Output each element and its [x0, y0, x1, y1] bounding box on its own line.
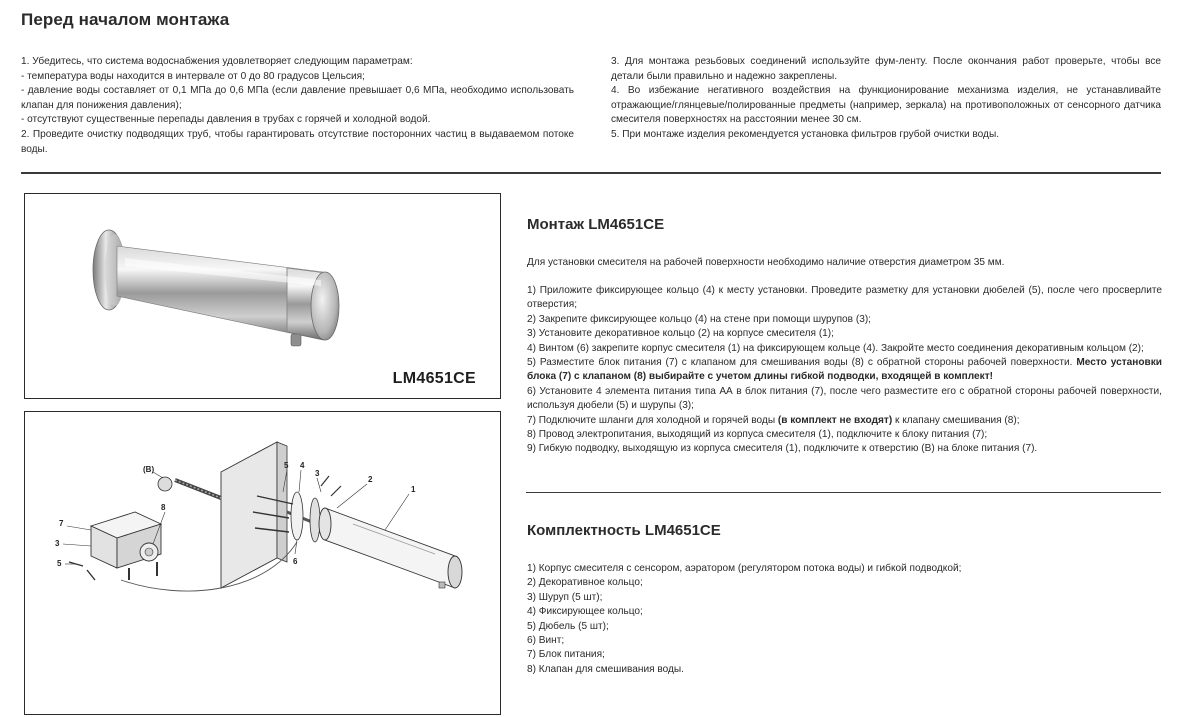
callout-2: 2 [368, 475, 373, 484]
intro-item: 2. Проведите очистку подводящих труб, чтобы гарантировать отсутствие посторонних частиц в выдаваемом потоке воды. [21, 128, 574, 155]
kit-item: 7) Блок питания; [527, 649, 605, 661]
kit-item: 5) Дюбель (5 шт); [527, 620, 609, 632]
leader-line [295, 540, 297, 554]
spout-tip-shape [448, 556, 462, 588]
spout-drawing-shape [325, 508, 455, 588]
exploded-diagram [25, 412, 502, 716]
section-divider [526, 492, 1161, 493]
callout-5-box: 5 [57, 559, 62, 568]
mounting-step: 8) Провод электропитания, выходящий из корпуса смесителя (1), подключите к блоку питания (7); [527, 429, 988, 441]
intro-item: - отсутствуют существенные перепады давления в трубах с горячей и холодной водой. [21, 114, 431, 126]
callout-4: 4 [300, 461, 305, 470]
callout-B: (B) [143, 465, 155, 474]
callout-7: 7 [59, 519, 64, 528]
mounting-step: 6) Установите 4 элемента питания типа АА в блок питания (7), после чего разместите его с обратной стороны рабочей поверхности, используя дюбели (5) и шурупы (3); [527, 385, 1162, 412]
callout-8: 8 [161, 503, 166, 512]
callout-6: 6 [293, 557, 298, 566]
product-photo-panel [24, 193, 501, 399]
kit-item: 8) Клапан для смешивания воды. [527, 663, 684, 675]
mounting-step-text: 7) Подключите шланги для холодной и горячей воды [527, 414, 778, 426]
page-title: Перед началом монтажа [21, 10, 230, 29]
callout-3: 3 [315, 469, 320, 478]
mounting-intro: Для установки смесителя на рабочей поверхности необходимо наличие отверстия диаметром 35 мм. [527, 257, 1005, 268]
nut-shape [158, 477, 172, 491]
callout-1: 1 [411, 485, 416, 494]
kit-list [527, 562, 1162, 677]
mounting-section-title: Монтаж LM4651CE [527, 216, 665, 233]
leader-line [299, 470, 301, 492]
intro-left-column [21, 55, 574, 157]
callout-3-box: 3 [55, 539, 60, 548]
kit-item: 3) Шуруп (5 шт); [527, 591, 603, 603]
mixing-valve-port-shape [145, 548, 153, 556]
mounting-step [527, 356, 1162, 385]
leader-line [153, 472, 163, 478]
intro-item: 3. Для монтажа резьбовых соединений используйте фум-ленту. После окончания работ проверьте, чтобы все детали были правильно и надежно закреплены. [611, 56, 1161, 82]
kit-item: 2) Декоративное кольцо; [527, 577, 643, 589]
leader-line [67, 526, 91, 530]
intro-item: 5. При монтаже изделия рекомендуется установка фильтров грубой очистки воды. [611, 128, 1000, 140]
fixing-ring-shape [291, 492, 303, 540]
kit-section-title: Комплектность LM4651CE [527, 522, 721, 539]
intro-item: 1. Убедитесь, что система водоснабжения удовлетворяет следующим параметрам: [21, 56, 413, 67]
screw-shape [331, 486, 341, 496]
mounting-step-text: к клапану смешивания (8); [892, 414, 1020, 426]
mounting-step: 2) Закрепите фиксирующее кольцо (4) на стене при помощи шурупов (3); [527, 313, 871, 325]
mounting-step: 3) Установите декоративное кольцо (2) на корпусе смесителя (1); [527, 328, 834, 340]
mounting-step [527, 414, 1162, 428]
kit-item: 6) Винт; [527, 635, 565, 647]
mounting-step: 4) Винтом (6) закрепите корпус смесителя (1) на фиксирующем кольце (4). Закройте место соединения декоративным кольцом (2); [527, 342, 1144, 354]
mounting-step: 1) Приложите фиксирующее кольцо (4) к месту установки. Проведите разметку для установки дюбелей (5), после чего просверлите отверстия; [527, 285, 1162, 311]
kit-item: 4) Фиксирующее кольцо; [527, 606, 643, 618]
kit-item: 1) Корпус смесителя с сенсором, аэратором (регулятором потока воды) и гибкой подводкой; [527, 563, 962, 574]
dowel-shape [87, 570, 95, 580]
sensor-shape [439, 582, 445, 588]
spout-base-shape [319, 508, 331, 540]
exploded-diagram-panel [24, 411, 501, 715]
leader-line [317, 478, 321, 492]
screw-shape [321, 476, 329, 486]
callout-5: 5 [284, 461, 289, 470]
leader-line [385, 494, 409, 530]
mounting-step: 9) Гибкую подводку, выходящую из корпуса смесителя (1), подключите к отверстию (B) на блоке питания (7). [527, 443, 1038, 455]
intro-item: 4. Во избежание негативного воздействия на функционирование механизма изделия, не устанавливайте отражающие/глянцевые/полированные предметы (например, зеркала) на противоположных от сенсорного датчика смесителя поверхностях на расстоянии менее 30 см. [611, 85, 1161, 126]
section-divider [21, 172, 1161, 174]
deco-ring-shape [310, 498, 320, 542]
intro-item: - давление воды составляет от 0,1 МПа до 0,6 МПа (если давление превышает 0,6 МПа, необходимо использовать клапан для понижения давления); [21, 85, 574, 111]
intro-right-column [611, 55, 1161, 143]
leader-line [337, 484, 367, 508]
intro-item: - температура воды находится в интервале от 0 до 80 градусов Цельсия; [21, 70, 365, 82]
mounting-step-note: (в комплект не входят) [777, 414, 893, 426]
mounting-step-warning: Место установки блока (7) с клапаном (8) выбирайте с учетом длины гибкой подводки, входящей в комплект! [527, 357, 1162, 383]
mounting-steps [527, 284, 1162, 457]
product-model-label: LM4651CE [392, 370, 476, 387]
aerator-shape [291, 334, 301, 346]
leader-line [63, 544, 91, 546]
mounting-step-text: 5) Разместите блок питания (7) с клапаном для смешивания воды (8) с обратной стороны рабочей поверхности. [527, 357, 1077, 369]
